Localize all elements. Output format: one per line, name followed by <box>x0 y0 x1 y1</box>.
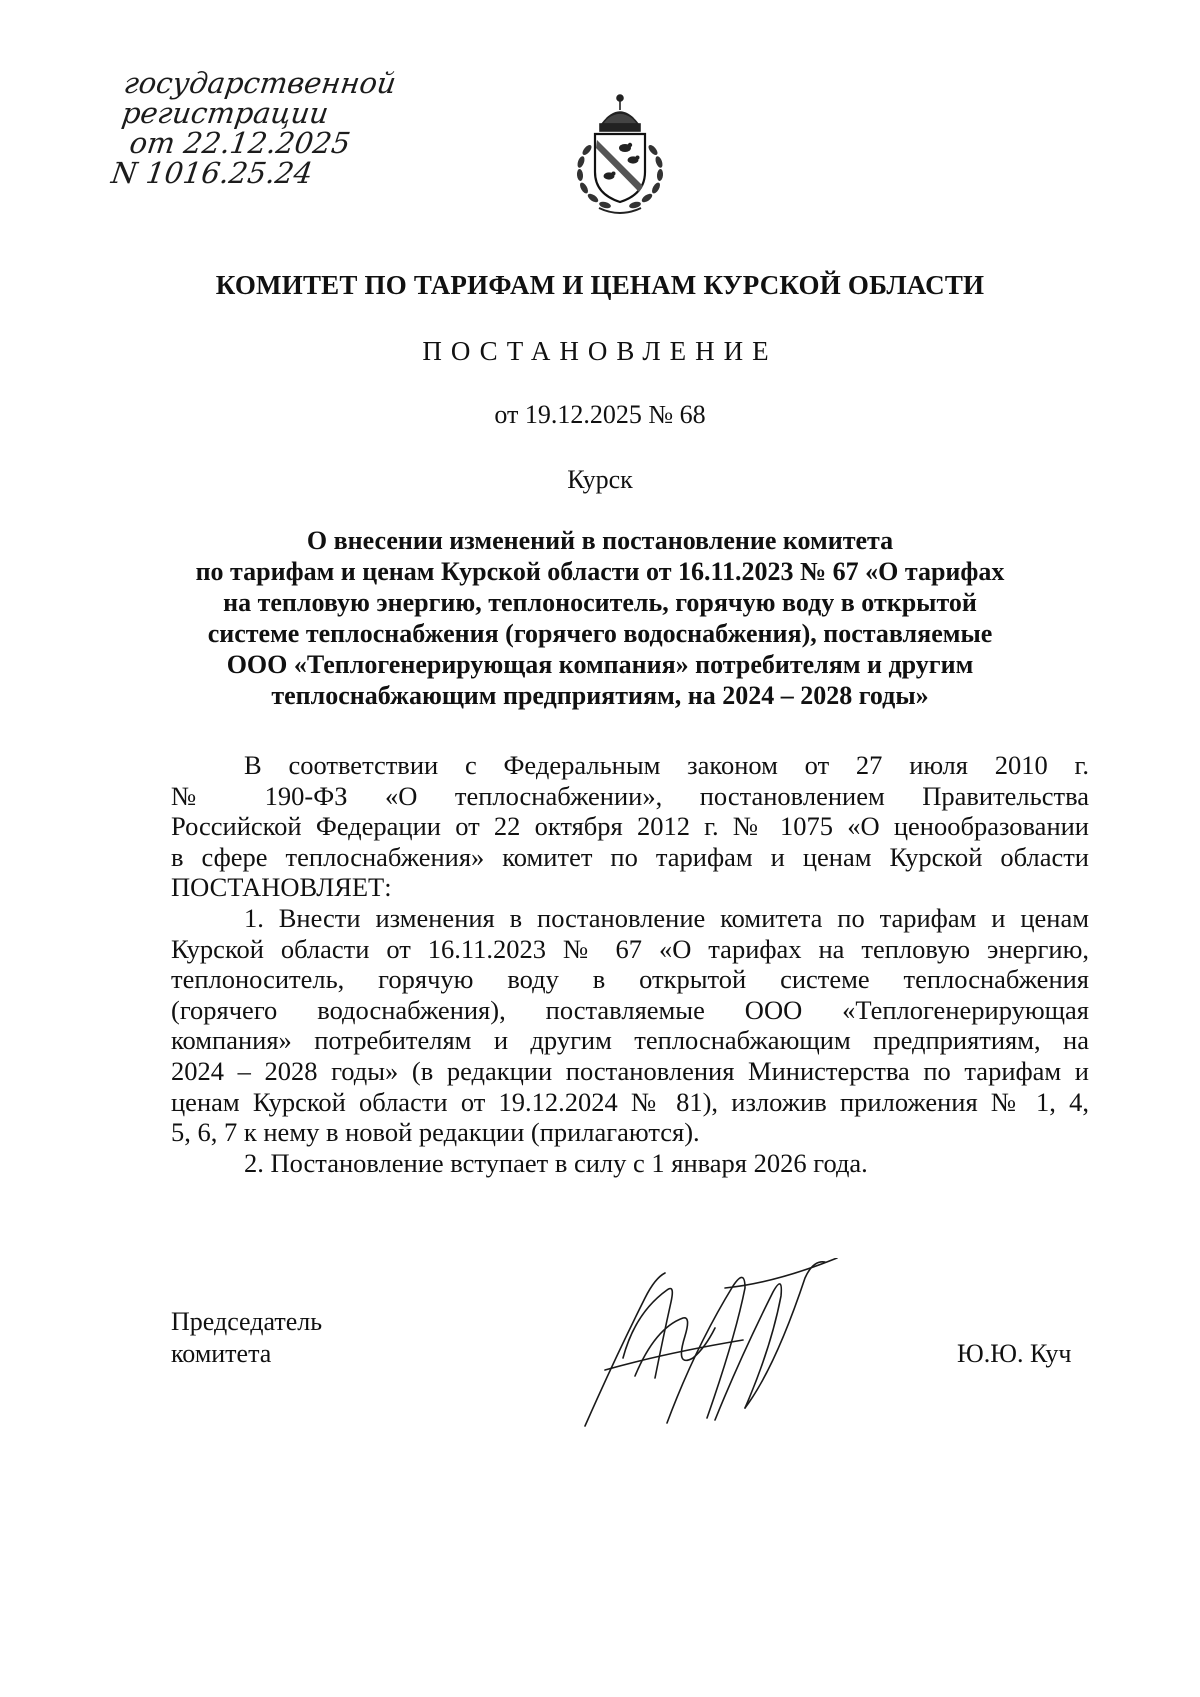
handwritten-signature-icon <box>575 1258 875 1433</box>
registration-note-line: N 1016.25.24 <box>109 156 315 190</box>
item1-line: 5, 6, 7 к нему в новой редакции (прилагаются). <box>171 1117 700 1148</box>
document-city: Курск <box>567 465 633 494</box>
item1-line: (горячего водоснабжения), поставляемые ООО «Теплогенерирующая <box>171 994 1089 1025</box>
document-date-number: от 19.12.2025 № 68 <box>494 400 706 429</box>
item1-line: ценам Курской области от 19.12.2024 № 81), изложив приложения № 1, 4, <box>171 1086 1089 1117</box>
item1-line: 2024 – 2028 годы» (в редакции постановления Министерства по тарифам и <box>171 1055 1089 1086</box>
signatory-position-line: комитета <box>171 1339 272 1368</box>
document-body <box>171 750 1089 1178</box>
preamble-line: В соответствии с Федеральным законом от 27 июля 2010 г. <box>244 750 1089 780</box>
organization-name: КОМИТЕТ ПО ТАРИФАМ И ЦЕНАМ КУРСКОЙ ОБЛАСТИ <box>215 270 985 300</box>
item1-line: компания» потребителям и другим теплоснабжающим предприятиям, на <box>171 1025 1089 1056</box>
registration-note-line: от 22.12.2025 <box>127 126 353 160</box>
title-line: системе теплоснабжения (горячего водоснабжения), поставляемые <box>207 619 993 648</box>
item1-line: Курской области от 16.11.2023 № 67 «О тарифах на тепловую энергию, <box>171 933 1089 964</box>
preamble-line: Российской Федерации от 22 октября 2012 г. № 1075 «О ценообразовании <box>171 811 1089 842</box>
signatory-name: Ю.Ю. Куч <box>957 1339 1072 1368</box>
item1-line: 1. Внести изменения в постановление комитета по тарифам и ценам <box>244 902 1089 933</box>
title-line: О внесении изменений в постановление комитета <box>306 526 894 555</box>
preamble-line: в сфере теплоснабжения» комитет по тарифам и ценам Курской области <box>171 841 1089 872</box>
item1-line: теплоноситель, горячую воду в открытой системе теплоснабжения <box>171 964 1089 995</box>
signatory-position <box>171 1306 322 1370</box>
preamble-line: № 190-ФЗ «О теплоснабжении», постановлением Правительства <box>171 780 1089 811</box>
title-line: на тепловую энергию, теплоноситель, горячую воду в открытой <box>223 588 977 617</box>
item2-line: 2. Постановление вступает в силу с 1 января 2026 года. <box>244 1147 868 1178</box>
registration-handwritten-note <box>110 68 457 188</box>
title-line: теплоснабжающим предприятиям, на 2024 – 2028 годы» <box>271 681 929 710</box>
document-title <box>160 525 1040 711</box>
registration-note-line: государственной <box>121 66 399 100</box>
document-type: ПОСТАНОВЛЕНИЕ <box>422 336 778 366</box>
registration-note-line: регистрации <box>119 96 331 130</box>
title-line: по тарифам и ценам Курской области от 16.11.2023 № 67 «О тарифах <box>195 557 1005 586</box>
preamble-line: ПОСТАНОВЛЯЕТ: <box>171 872 392 903</box>
coat-of-arms-icon <box>569 90 671 218</box>
title-line: ООО «Теплогенерирующая компания» потребителям и другим <box>226 650 974 679</box>
signatory-position-line: Председатель <box>171 1307 323 1336</box>
